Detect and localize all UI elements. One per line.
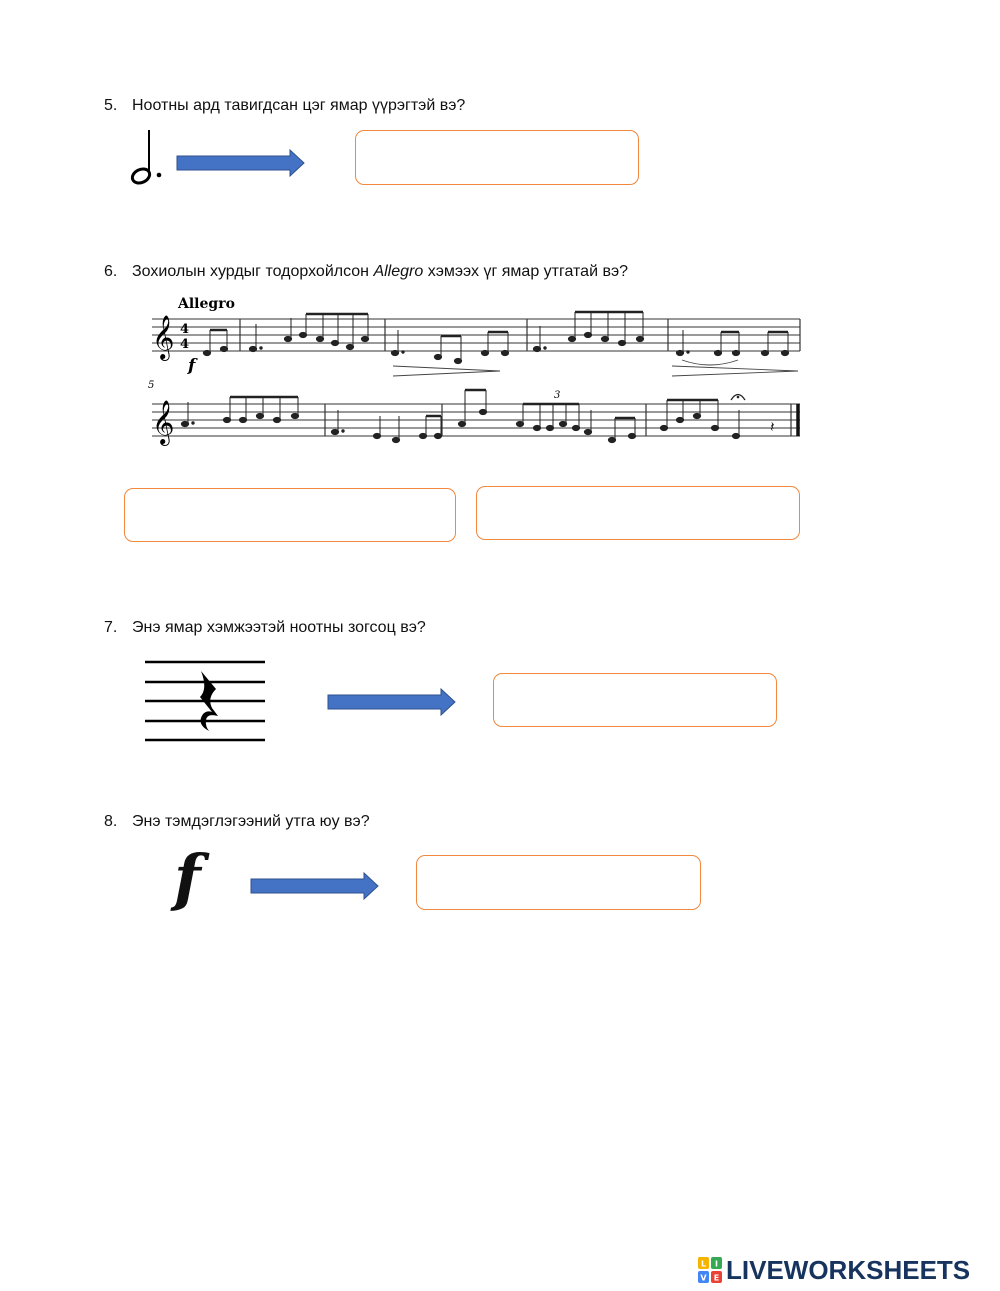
arrow-icon [327,688,457,716]
question-text-end: хэмээх үг ямар утгатай вэ? [423,263,629,280]
question-text: Энэ тэмдэглэгээний утга юу вэ? [132,813,370,830]
question-6 [104,263,628,281]
logo-badge-icon [698,1257,722,1283]
quarter-rest-icon: 𝄽 [770,418,775,436]
staff-lines [152,319,800,436]
svg-text:E: E [713,1273,720,1283]
time-signature: 4 [180,322,190,337]
answer-input-5[interactable] [355,130,639,185]
liveworksheets-logo [698,1256,970,1284]
treble-clef-icon: 𝄞 [152,315,175,359]
forte-icon: f [174,841,201,914]
treble-clef-icon: 𝄞 [152,400,175,444]
answer-input-7[interactable] [493,673,777,727]
dotted-half-note-icon [126,128,166,188]
question-text: Ноотны ард тавигдсан цэг ямар үүрэгтэй вэ? [132,97,466,114]
question-number: 7. [104,619,118,636]
arrow-icon [176,149,306,177]
question-number: 8. [104,813,118,830]
tempo-term: Allegro [373,263,424,280]
arrow-icon [250,872,380,900]
quarter-rest-staff-icon [144,655,268,747]
answer-input-6a[interactable] [124,488,456,542]
svg-text:I: I [715,1259,718,1269]
bar-lines [240,319,800,436]
question-number: 6. [104,263,118,280]
dynamic-marking: f [188,356,196,376]
measure-number: 5 [148,380,155,391]
notes [181,312,788,443]
svg-text:L: L [700,1259,707,1269]
answer-input-8[interactable] [416,855,701,910]
svg-text:V: V [700,1273,707,1283]
question-8 [104,813,370,831]
question-text-start: Зохиолын хурдыг тодорхойлсон [132,263,374,280]
triplet-marking: 3 [554,390,561,401]
tempo-marking: Allegro [178,296,235,312]
logo-text: LIVEWORKSHEETS [726,1254,971,1285]
time-signature: 4 [180,337,190,352]
question-number: 5. [104,97,118,114]
question-5 [104,97,465,115]
question-text: Энэ ямар хэмжээтэй ноотны зогсоц вэ? [132,619,426,636]
diminuendo-icon [393,360,798,376]
question-7 [104,619,426,637]
answer-input-6b[interactable] [476,486,800,540]
music-score [140,292,805,447]
